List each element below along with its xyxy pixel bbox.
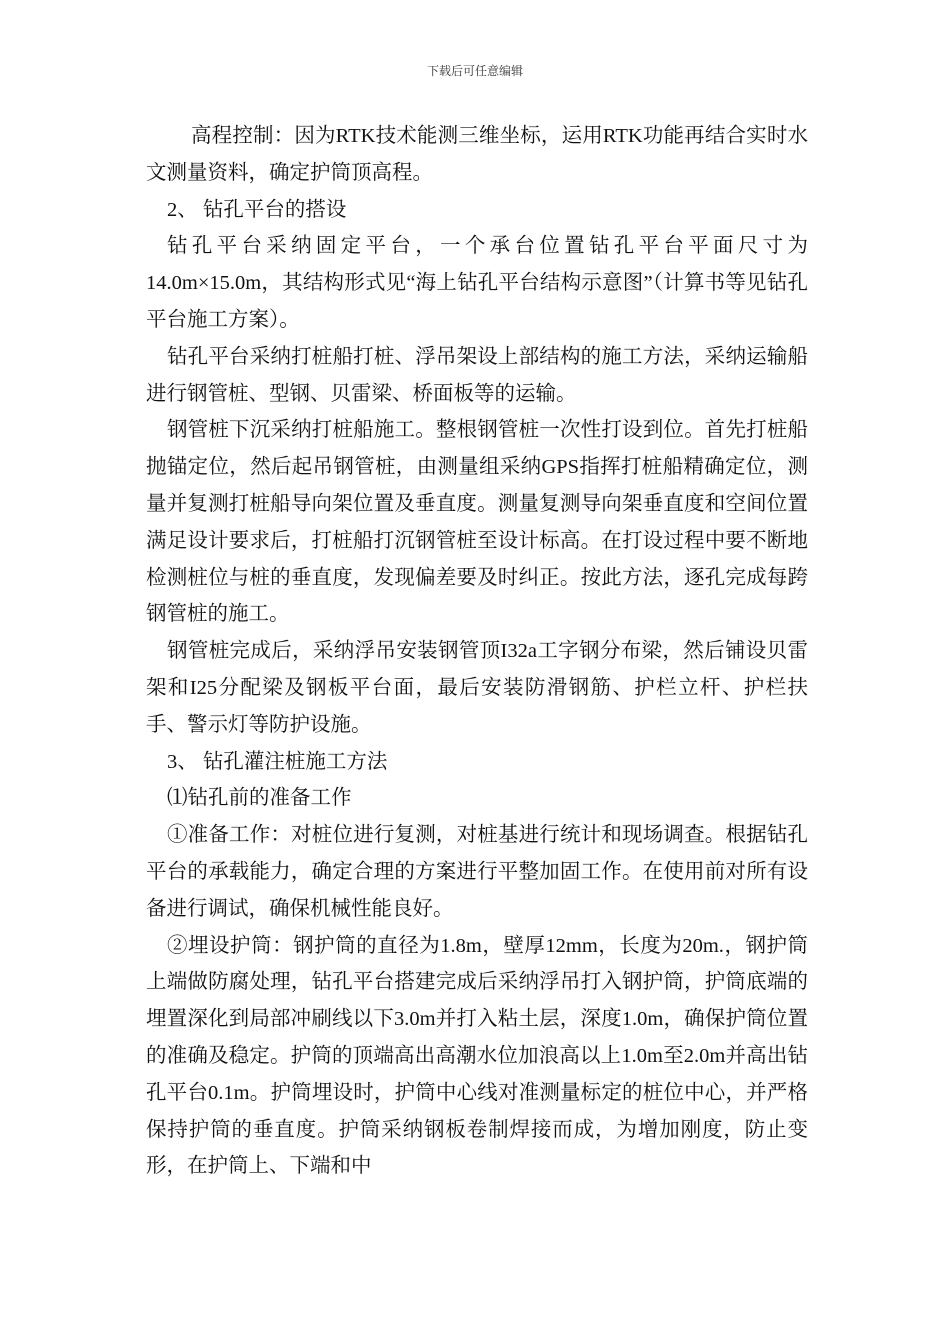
paragraph-preparation-work: ①准备工作：对桩位进行复测，对桩基进行统计和现场调查。根据钻孔平台的承载能力，确定合理的方案进行平整加固工作。在使用前对所有设备进行调试，确保机械性能良好。 xyxy=(146,824,808,920)
paragraph-steel-pile-driving: 钢管桩下沉采纳打桩船施工。整根钢管桩一次性打设到位。首先打桩船抛锚定位，然后起吊钢管桩，由测量组采纳GPS指挥打桩船精确定位，测量并复测打桩船导向架位置及垂直度。测量复测导向架垂直度和空间位置满足设计要求后，打桩船打沉钢管桩至设计标高。在打设过程中要不断地检测桩位与桩的垂直度，发现偏差要及时纠正。按此方法，逐孔完成每跨钢管桩的施工。 xyxy=(146,419,808,626)
paragraph-casing-installation: ②埋设护筒：钢护筒的直径为1.8m，壁厚12mm，长度为20m.，钢护筒上端做防腐处理，钻孔平台搭建完成后采纳浮吊打入钢护筒，护筒底端的埋置深化到局部冲刷线以下3.0m并打入粘土层，深度1.0m，确保护筒位置的准确及稳定。护筒的顶端高出高潮水位加浪高以上1.0m至2.0m并高出钻孔平台0.1m。护筒埋设时，护筒中心线对准测量标定的桩位中心，并严格保持护筒的垂直度。护筒采纳钢板卷制焊接而成，为增加刚度，防止变形，在护筒上、下端和中 xyxy=(146,934,808,1178)
section-heading-platform: 2、 钻孔平台的搭设 xyxy=(167,198,347,221)
page-header: 下载后可任意编辑 xyxy=(426,64,523,78)
subsection-heading-preparation: ⑴钻孔前的准备工作 xyxy=(167,787,352,810)
paragraph-after-piles: 钢管桩完成后，采纳浮吊安装钢管顶I32a工字钢分布梁，然后铺设贝雷架和I25分配梁及钢板平台面，最后安装防滑钢筋、护栏立杆、护栏扶手、警示灯等防护设施。 xyxy=(146,640,808,736)
paragraph-elevation-control: 高程控制：因为RTK技术能测三维坐标，运用RTK功能再结合实时水文测量资料，确定护筒顶高程。 xyxy=(146,125,808,184)
paragraph-platform-method: 钻孔平台采纳打桩船打桩、浮吊架设上部结构的施工方法，采纳运输船进行钢管桩、型钢、贝雷梁、桥面板等的运输。 xyxy=(146,345,808,405)
document-body xyxy=(146,118,808,1185)
paragraph-platform-size: 钻孔平台采纳固定平台，一个承台位置钻孔平台平面尺寸为14.0m×15.0m，其结构形式见“海上钻孔平台结构示意图”（计算书等见钻孔平台施工方案）。 xyxy=(146,235,808,331)
section-heading-bored-piles: 3、 钻孔灌注桩施工方法 xyxy=(167,750,388,773)
